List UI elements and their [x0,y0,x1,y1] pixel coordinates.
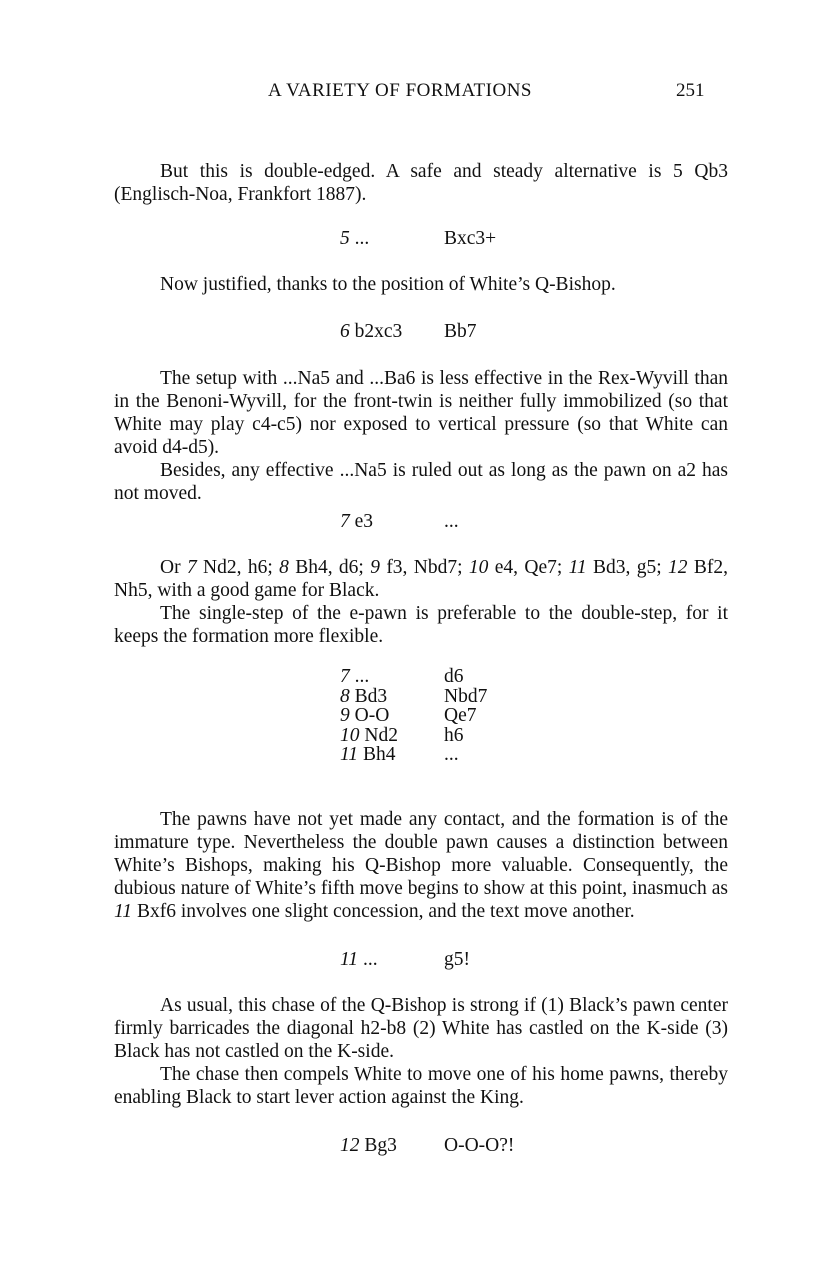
paragraph-2 [114,273,728,296]
paragraph-6 [114,994,728,1109]
page-number: 251 [676,80,705,101]
move-row: 10 Nd2 h6 [340,724,464,746]
paragraph-text: The chase then compels White to move one of his home pawns, thereby enabling Black to start lever action against the King. [114,1064,728,1108]
paragraph-text: The single-step of the e-pawn is preferable to the double-step, for it keeps the formation more flexible. [114,603,728,647]
paragraph-text: Now justified, thanks to the position of White’s Q-Bishop. [160,274,616,295]
move-row: 7 ... d6 [340,666,464,687]
move-black: Bb7 [444,321,477,342]
move-black: ... [444,511,459,532]
paragraph-text: Or 7 Nd2, h6; 8 Bh4, d6; 9 f3, Nbd7; 10 e4, Qe7; 11 Bd3, g5; 12 Bf2, Nh5, with a good game for Black. [114,557,729,601]
paragraph-4 [114,556,728,648]
move-white: 7 e3 [340,511,374,532]
move-black: O-O-O?! [444,1135,515,1156]
running-head: A VARIETY OF FORMATIONS [268,80,533,101]
paragraph-text: Besides, any effective ...Na5 is ruled out as long as the pawn on a2 has not moved. [114,460,728,504]
move-row: 8 Bd3 Nbd7 [340,685,488,707]
move-white: 6 b2xc3 [340,321,403,342]
paragraph-text: As usual, this chase of the Q-Bishop is strong if (1) Black’s pawn center firmly barricades the diagonal h2-b8 (2) White has castled on the K-side (3) Black has not castled on the K-side. [114,995,728,1062]
paragraph-1 [114,160,728,206]
move-white: 12 Bg3 [340,1135,397,1156]
move-black: g5! [444,949,470,970]
paragraph-5 [114,808,728,923]
move-black: Bxc3+ [444,228,497,249]
move-white: 11 ... [340,949,378,970]
move-row: 9 O-O Qe7 [340,705,477,726]
move-table [340,667,540,765]
move-white: 5 ... [340,228,370,249]
paragraph-text: The setup with ...Na5 and ...Ba6 is less effective in the Rex-Wyvill than in the Benoni-Wyvill, for the front-twin is neither fully immobilized (so that White may play c4-c5) nor exposed to vertical pressure (so that White can avoid d4-d5). [114,368,728,458]
paragraph-text: The pawns have not yet made any contact, and the formation is of the immature type. Nevertheless the double pawn causes a distinction between White’s Bishops, making his Q-Bishop more valuable. Consequently, the dubious nature of White’s fifth move begins to show at this point, inasmuch as 11 Bxf6 involves one slight concession, and the text move another. [114,809,728,922]
move-row: 11 Bh4 ... [340,744,459,765]
paragraph-3 [114,367,728,505]
paragraph-text: But this is double-edged. A safe and steady alternative is 5 Qb3 (Englisch-Noa, Frankfort 1887). [114,161,728,205]
